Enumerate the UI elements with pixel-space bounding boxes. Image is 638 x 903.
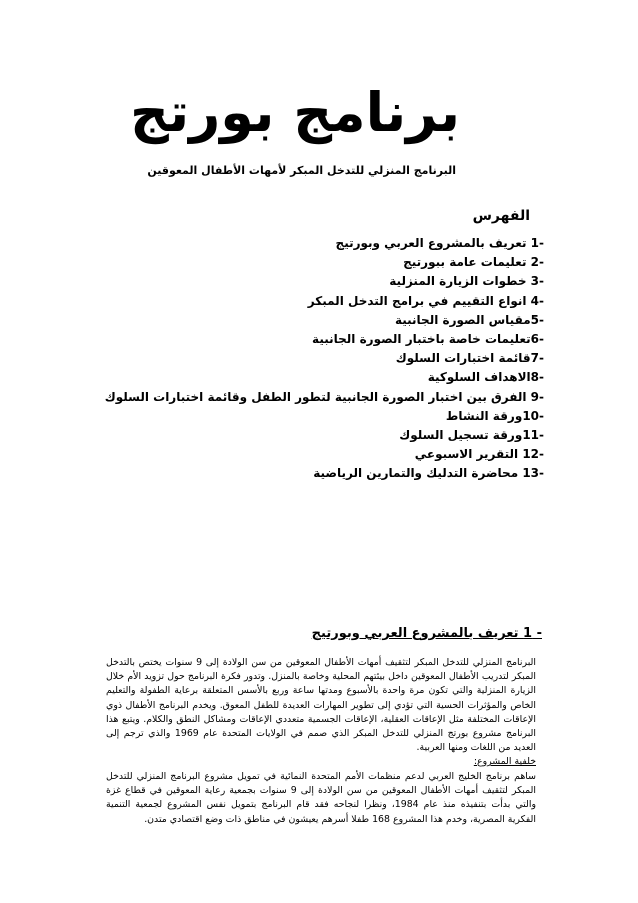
toc-item: -8الاهداف السلوكية	[427, 370, 544, 385]
toc-item: -5مقياس الصورة الجانبية	[394, 312, 544, 327]
toc-item: -6تعليمات خاصة باختبار الصورة الجانبية	[312, 332, 544, 347]
toc-heading: الفهرس	[472, 208, 530, 224]
toc-item: -7قائمة اختبارات السلوك	[395, 351, 544, 366]
background-heading: خلفية المشروع:	[473, 756, 536, 767]
section-heading: - 1 تعريف بالمشروع العربي وبورتيج	[311, 626, 542, 641]
background-paragraph: ساهم برنامج الخليج العربي لدعم منظمات الأمم المتحدة النمائية في تمويل مشروع البرنامج المنزلي للتدخل المبكر لتثقيف أمهات الأطفال المعوقين من سن الولادة إلى 9 سنوات بجمعية رعاية المعوقين في قطاع غزة والتي بدأت بتنفيذه منذ عام 1984، ونظرا لنجاحه فقد قام البرنامج بتمويل نفس المشروع لجمعية التنمية الفكرية المصرية، وخدم هذا المشروع 168 طفلا أسرهم يعيشون في مناطق ذات وضع اقتصادي متدن.	[106, 771, 536, 825]
toc-item: -2 تعليمات عامة ببورتيج	[403, 255, 544, 270]
page-subtitle: البرنامج المنزلي للتدخل المبكر لأمهات الأطفال المعوقين	[147, 164, 456, 177]
toc-item: -9 الفرق بين اختبار الصورة الجانبية لتطور الطفل وقائمة اختبارات السلوك	[104, 389, 544, 404]
toc-item: -12 التقرير الاسبوعي	[414, 447, 544, 462]
toc-item: -3 خطوات الزيارة المنزلية	[389, 274, 544, 289]
toc-item: -13 محاضرة التدليك والتمارين الرياضية	[313, 466, 544, 481]
page-title: برنامج بورتج	[130, 81, 460, 144]
toc-item: -4 انواع التقييم في برامج التدخل المبكر	[307, 293, 544, 308]
toc-item: -10ورقة النشاط	[445, 408, 544, 423]
section-paragraph: البرنامج المنزلي للتدخل المبكر لتثقيف أمهات الأطفال المعوقين من سن الولادة إلى 9 سنوات يختص بالتدخل المبكر لتدريب الأطفال المعوقين داخل بيئتهم المحلية وخاصة بالمنزل. وتدور فكرة البرنامج حول تزويد الأم خلال الزيارة المنزلية والتي تكون مرة واحدة بالأسبوع ومدتها ساعة وربع بالأسس المتعلقة برعاية الطفولة والتعليم الخاص والمؤثرات الحسية التي تؤدي إلى تطوير المهارات العديدة للطفل المعوق. ويخدم البرنامج الأطفال ذوي الإعاقات المختلفة مثل الإعاقات العقلية، الإعاقات الجسمية متعددي الإعاقات ومشاكل النطق والكلام. ويتبع هذا البرنامج مشروع بورتج المنزلي للتدخل المبكر الذي صمم في الولايات المتحدة عام 1969 والذي ترجم إلى العديد من اللغات ومنها العربية.	[106, 657, 536, 754]
toc-item: -11ورقة تسجيل السلوك	[399, 428, 544, 443]
table-of-contents	[84, 234, 544, 484]
toc-item: -1 تعريف بالمشروع العربي وبورتيج	[335, 236, 544, 250]
